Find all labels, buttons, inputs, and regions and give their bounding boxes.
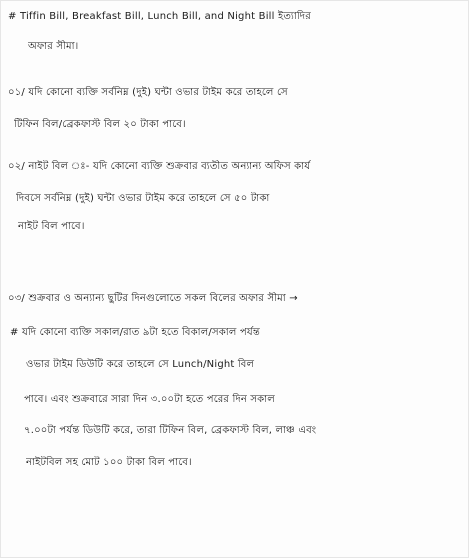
heading-line-1 [8, 10, 460, 24]
rule-2-text-1: ০২/ নাইট বিল ঃ- যদি কোনো ব্যক্তি শুক্রবার ব্যতীত অন্যান্য অফিস কার্য [8, 161, 311, 172]
rule-3-line-5 [24, 424, 462, 438]
rule-1-line-2 [14, 118, 454, 132]
rule-1-text-1: ০১/ যদি কোনো ব্যক্তি সর্বনিম্ন (দুই) ঘন্টা ওভার টাইম করে তাহলে সে [8, 87, 288, 98]
rule-1-text-2: টিফিন বিল/ব্রেকফাস্ট বিল ২০ টাকা পাবে। [14, 119, 186, 130]
rule-3-line-6 [26, 456, 326, 470]
rule-2-text-3: নাইট বিল পাবে। [18, 221, 85, 232]
rule-3-text-6: নাইটবিল সহ মোট ১০০ টাকা বিল পাবে। [26, 457, 192, 468]
rule-2-line-1 [8, 160, 464, 174]
rule-2-line-2 [16, 192, 462, 206]
rule-3-line-3 [26, 358, 462, 372]
heading-text-2: অফার সীমা। [28, 41, 79, 52]
heading-line-2 [28, 40, 228, 54]
rule-2-line-3 [18, 220, 218, 234]
rule-3-text-4: পাবে। এবং শুক্রবারে সারা দিন ৩.০০টা হতে পরের দিন সকাল [24, 394, 275, 405]
rule-2-text-2: দিবসে সর্বনিম্ন (দুই) ঘন্টা ওভার টাইম করে তাহলে সে ৫০ টাকা [16, 193, 270, 204]
rule-1-line-1 [8, 86, 464, 100]
rule-3-text-3: ওভার টাইম ডিউটি করে তাহলে সে Lunch/Night বিল [26, 359, 255, 370]
rule-3-text-1: ০৩/ শুক্রবার ও অন্যান্য ছুটির দিনগুলোতে সকল বিলের অফার সীমা → [8, 293, 298, 304]
rule-3-text-5: ৭.০০টা পর্যন্ত ডিউটি করে, তারা টিফিন বিল, ব্রেকফাস্ট বিল, লাঞ্চ এবং [24, 425, 317, 436]
rule-3-line-4 [24, 393, 462, 407]
heading-text-1: # Tiffin Bill, Breakfast Bill, Lunch Bill, and Night Bill ইত্যাদির [8, 11, 311, 22]
rule-3-line-2 [10, 326, 462, 340]
rule-3-line-1 [8, 292, 464, 306]
rule-3-text-2: # যদি কোনো ব্যক্তি সকাল/রাত ৯টা হতে বিকাল/সকাল পর্যন্ত [10, 327, 260, 338]
